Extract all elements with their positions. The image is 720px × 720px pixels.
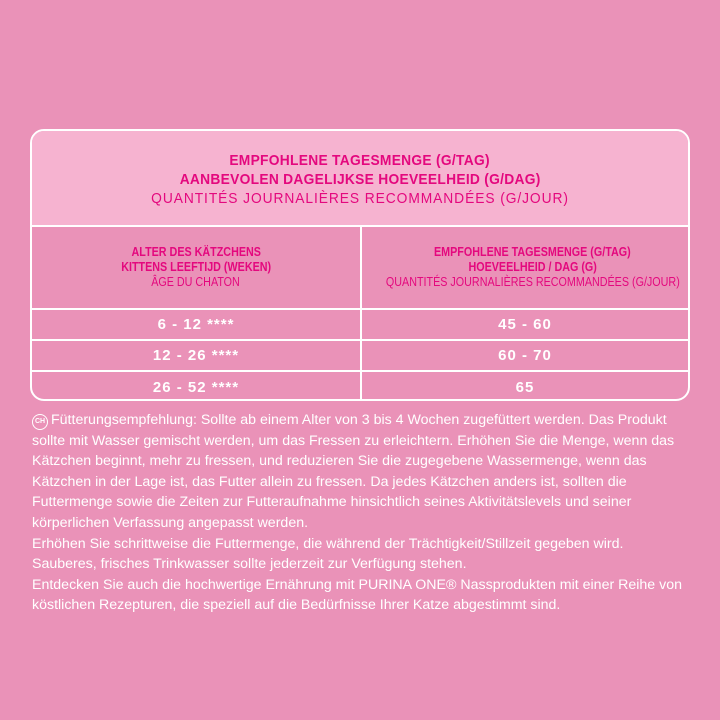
note-paragraph: Erhöhen Sie schrittweise die Futtermenge, die während der Trächtigkeit/Stillzeit gegeben wird. — [32, 535, 624, 552]
table-row — [32, 310, 688, 341]
switzerland-badge-icon: CH — [32, 414, 48, 430]
table-header-row — [32, 227, 688, 310]
title-dutch: AANBEVOLEN DAGELIJKSE HOEVEELHEID (G/DAG) — [179, 170, 541, 188]
age-cell: 26 - 52 **** — [32, 372, 362, 401]
header-age-fr: ÂGE DU CHATON — [151, 275, 241, 289]
note-paragraph — [32, 410, 702, 534]
table-row — [32, 341, 688, 372]
header-age-nl: KITTENS LEEFTIJD (WEKEN) — [121, 260, 271, 274]
header-amount — [362, 227, 690, 308]
header-age — [32, 227, 362, 308]
age-cell: 6 - 12 **** — [32, 310, 362, 339]
amount-cell: 60 - 70 — [498, 347, 552, 364]
amount-cell: 45 - 60 — [498, 316, 552, 333]
amount-cell: 65 — [515, 379, 535, 396]
header-amount-fr: QUANTITÉS JOURNALIÈRES RECOMMANDÉES (G/JOUR) — [385, 275, 680, 289]
note-text: Fütterungsempfehlung: Sollte ab einem Alter von 3 bis 4 Wochen zugefüttert werden. Das Produkt sollte mit Wasser gemischt werden, um das Fressen zu erleichtern. Erhöhen Sie die Menge, wenn das Kätzchen beginnt, mehr zu fressen, und reduzieren Sie die zugegebene Wassermenge, wenn das Kätzchen in der Lage ist, das Futter allein zu fressen. Da jedes Kätzchen anders ist, sollten die Futtermenge sowie die Zeiten zur Futteraufnahme hinsichtlich seines Aktivitätslevels und seiner körperlichen Verfassung angepasst werden. — [32, 412, 675, 531]
header-amount-nl: HOEVEELHEID / DAG (G) — [468, 260, 598, 274]
feeding-notes — [32, 410, 702, 616]
feeding-table — [30, 129, 690, 401]
title-french: QUANTITÉS JOURNALIÈRES RECOMMANDÉES (G/JOUR) — [151, 189, 569, 207]
table-row — [32, 372, 688, 401]
table-title — [32, 131, 688, 227]
header-age-de: ALTER DES KÄTZCHENS — [131, 245, 261, 259]
age-cell: 12 - 26 **** — [32, 341, 362, 370]
note-paragraph: Entdecken Sie auch die hochwertige Ernährung mit PURINA ONE® Nassprodukten mit einer Reihe von köstlichen Rezepturen, die speziell auf die Bedürfnisse Ihrer Katze abgestimmt sind. — [32, 576, 683, 614]
header-amount-de: EMPFOHLENE TAGESMENGE (G/TAG) — [434, 245, 632, 259]
title-german: EMPFOHLENE TAGESMENGE (G/TAG) — [229, 151, 491, 169]
note-paragraph: Sauberes, frisches Trinkwasser sollte jederzeit zur Verfügung stehen. — [32, 556, 467, 573]
